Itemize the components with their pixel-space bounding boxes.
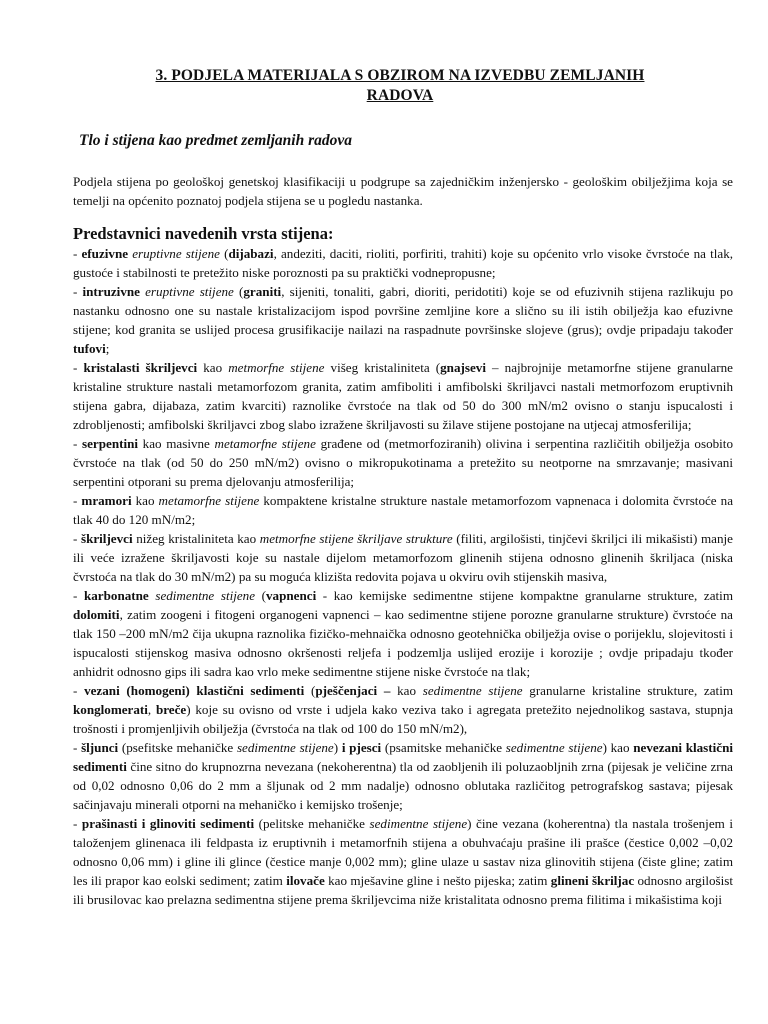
intro-paragraph: Podjela stijena po geološkoj genetskoj klasifikaciji u podgrupe sa zajedničkim inženjersko - geološkim obilježjima koja se temelji na općenito poznatoj podjela stijena se u pogledu nastanka.	[73, 174, 733, 208]
bold-term: ilovače	[286, 873, 325, 888]
page-title	[90, 66, 710, 106]
item-text: (	[304, 683, 316, 698]
item-text: nižeg kristaliniteta kao	[132, 531, 260, 546]
item-text: kao mješavine gline i nešto pijeska; zatim	[324, 873, 551, 888]
item-text: , zatim zoogeni i fitogeni organogeni vapnenci – kao sedimentne stijene porozne granularne strukture) čvrstoće na tlak 150 –200 mN/m2 čija ukupna raznolika fizičko-mehnaička odnosno geotehnička obilježja ovise o porijeklu, slojevitosti i ispucalosti stijenskog masiva odnosno okršenosti reljefa i podzemlja uslijed erozije i korozije ; ovdje pripadaju tkođer anhidrit odnosno gips ili sadra kao vrlo meke sedimentne stijene niske čvrstoće na tlak;	[73, 607, 733, 679]
bold-term: pješčenjaci –	[315, 683, 391, 698]
list-item	[73, 586, 733, 681]
item-text: kao	[131, 493, 159, 508]
item-text: (pelitske mehaničke	[254, 816, 370, 831]
item-text: -	[73, 360, 84, 375]
item-text: kao masivne	[138, 436, 215, 451]
item-text: -	[73, 531, 81, 546]
item-text: višeg kristaliniteta (	[324, 360, 441, 375]
bold-term: intruzivne	[82, 284, 140, 299]
list-item	[73, 814, 733, 909]
bold-term: i pjesci	[341, 740, 382, 755]
item-text: kompaktene kristalne strukture nastale metamorfozom vapnenaca i dolomita čvrstoće na tlak 40 do 120 mN/m2;	[73, 493, 734, 527]
item-text: kao	[197, 360, 229, 375]
item-text: -	[73, 683, 85, 698]
bold-term: dolomiti	[73, 607, 120, 622]
item-text: )	[333, 740, 342, 755]
bold-term: šljunci	[81, 740, 119, 755]
list-item	[73, 282, 733, 358]
italic-term: sedimentne stijene	[369, 816, 468, 831]
bold-term: efuzivne	[81, 246, 129, 261]
list-item	[73, 244, 733, 282]
item-text: -	[73, 493, 82, 508]
italic-term: metamorfne stijene	[214, 436, 316, 451]
italic-term: metmorfne stijene	[228, 360, 325, 375]
bold-term: glineni škriljac	[550, 873, 635, 888]
italic-term: sedimentne stijene	[422, 683, 523, 698]
bold-term: tufovi	[73, 341, 106, 356]
list-item	[73, 529, 733, 586]
item-text: (filiti, argilošisti, tinjčevi škriljci ili mikašisti) manje ili veće izražene škriljavosti koje su nastale dijelom metamorfozom glinenih stijena odnosno glinenih škriljaca (niska čvrstoća na tlak do 30 mN/m2) pa su moguća klizišta redovita pojava u okviru ovih stijenskih masiva,	[73, 531, 733, 584]
italic-term: sedimentne stijene	[236, 740, 334, 755]
bold-term: škriljevci	[80, 531, 133, 546]
rock-types-list	[73, 244, 733, 909]
item-text: kao	[390, 683, 423, 698]
item-text: , andeziti, daciti, rioliti, porfiriti, trahiti) koje su općenito vrlo visoke čvrstoće na tlak, gustoće i stabilnosti te pretežito niske poroznosti pa su praktički vodnepropusne;	[73, 246, 734, 280]
item-text: ) koje su ovisno od vrste i udjela kako veziva tako i agregata pretežito nejednolikog sastava, stupnja trošnosti i promjenljivih obilježja (čvrstoća na tlak od 100 do 150 mN/m2),	[73, 702, 734, 736]
page-title-line-2: RADOVA	[366, 87, 434, 104]
list-item	[73, 681, 733, 738]
item-text: -	[73, 816, 82, 831]
item-text: građene od (metmorfoziranih) olivina i serpentina različitih obilježja osobito čvrstoće na tlak (od 50 do 250 mN/m2) ovisno o mikropukotinama a pretežito su neotporne na smrzavanje; masivani serpentini otporani su prema djelovanju atmosferilija;	[73, 436, 733, 489]
italic-term: eruptivne stijene	[132, 246, 220, 261]
item-text: (	[233, 284, 244, 299]
item-text: (	[255, 588, 266, 603]
italic-term: metamorfne stijene	[158, 493, 260, 508]
bold-term: vapnenci	[266, 588, 317, 603]
italic-term: sedimentne stijene	[505, 740, 603, 755]
list-item	[73, 434, 733, 491]
bold-term: gnajsevi	[440, 360, 486, 375]
bold-term: prašinasti i glinoviti sedimenti	[81, 816, 255, 831]
bold-term: vezani (homogeni) klastični sedimenti	[84, 683, 305, 698]
italic-term: sedimentne stijene	[155, 588, 256, 603]
item-text: (psefitske mehaničke	[118, 740, 237, 755]
list-item	[73, 358, 733, 434]
item-text: - kao kemijske sedimentne stijene kompaktne granularne strukture, zatim	[316, 588, 734, 603]
bold-term: serpentini	[82, 436, 139, 451]
list-item	[73, 491, 733, 529]
bold-term: mramori	[81, 493, 132, 508]
bold-term: breče	[155, 702, 187, 717]
bold-term: kristalasti škriljevci	[83, 360, 198, 375]
bold-term: dijabazi	[228, 246, 274, 261]
item-text: odnosno argilošist ili brusilovac kao prelazna sedimentna stijene prema škriljevcima niže kristalitata odnosno prema filitima i mikašistima koji	[73, 873, 733, 907]
italic-term: metmorfne stijene škriljave strukture	[259, 531, 453, 546]
item-text: -	[73, 588, 84, 603]
item-text: ;	[105, 341, 110, 356]
section-subtitle: Tlo i stijena kao predmet zemljanih radova	[79, 132, 352, 149]
item-text: granularne kristaline strukture, zatim	[522, 683, 734, 698]
list-item	[73, 738, 733, 814]
item-text: -	[73, 436, 83, 451]
bold-term: karbonatne	[83, 588, 149, 603]
item-text: (	[219, 246, 229, 261]
item-text: -	[73, 284, 83, 299]
item-text: čine sitno do krupnozrna nevezana (nekoherentna) tla od zaobljenih ili poluzaobljnih zrna (pijesak je veličine zrna od 0,02 odnosno 0,06 do 2 mm a šljunak od 2 mm nadalje) odnosno oblutaka različitog petrografskog sastava; pijesak sačinjavaju minerali otporni na mehaničko i kemijsko trošenje;	[73, 759, 733, 812]
section-heading: Predstavnici navedenih vrsta stijena:	[73, 224, 334, 243]
item-text: -	[73, 246, 82, 261]
item-text: ) kao	[602, 740, 634, 755]
item-text: ,	[147, 702, 156, 717]
item-text: , sijeniti, tonaliti, gabri, dioriti, peridotiti) koje se od efuzivnih stijena razlikuju po nastanku odnosno one su nastale kristalizacijom ispod površine zemljine kore a slično su ili istih obilježja kao efuzivne stijene; kod granita se uslijed procesa grusifikacije nailazi na raspadnute površinske slojeve (grus); ovdje pripadaju također	[73, 284, 733, 337]
item-text: (psamitske mehaničke	[381, 740, 506, 755]
item-text: – najbrojnije metamorfne stijene granularne kristaline strukture nastali metamorfozom granita, zatim amfiboliti i amfibolski škriljavci nastali metmorfozom eruptivnih stijena gabra, dijabaza, zatim kvarciti) raznolike čvrstoće na tlak od 50 do 300 mN/m2 ovisno o stanju ispucalosti i zdrobljenosti; amfibolski škriljavci zbog slabo izražene škriljavosti su žilave stijene postojane na utjecaj atmosferilija;	[73, 360, 733, 432]
bold-term: konglomerati	[73, 702, 148, 717]
item-text: ) čine vezana (koherentna) tla nastala trošenjem i taloženjem glinenaca ili feldpasta iz eruptivnih i metamorfnih stijena a obuhvaćaju prašine ili prašce (čestice 0,002 –0,02 odnosno 0,06 mm) i gline ili glince (čestice manje 0,002 mm); gline ulaze u sastav niza glinovitih stijena (čiste gline; zatim les ili prapor kao eolski sediment; zatim	[73, 816, 733, 888]
italic-term: eruptivne stijene	[145, 284, 234, 299]
bold-term: nevezani klastični sedimenti	[73, 740, 734, 774]
page-title-line-1: 3. PODJELA MATERIJALA S OBZIROM NA IZVEDBU ZEMLJANIH	[155, 67, 645, 84]
item-text: -	[73, 740, 82, 755]
bold-term: graniti	[243, 284, 282, 299]
